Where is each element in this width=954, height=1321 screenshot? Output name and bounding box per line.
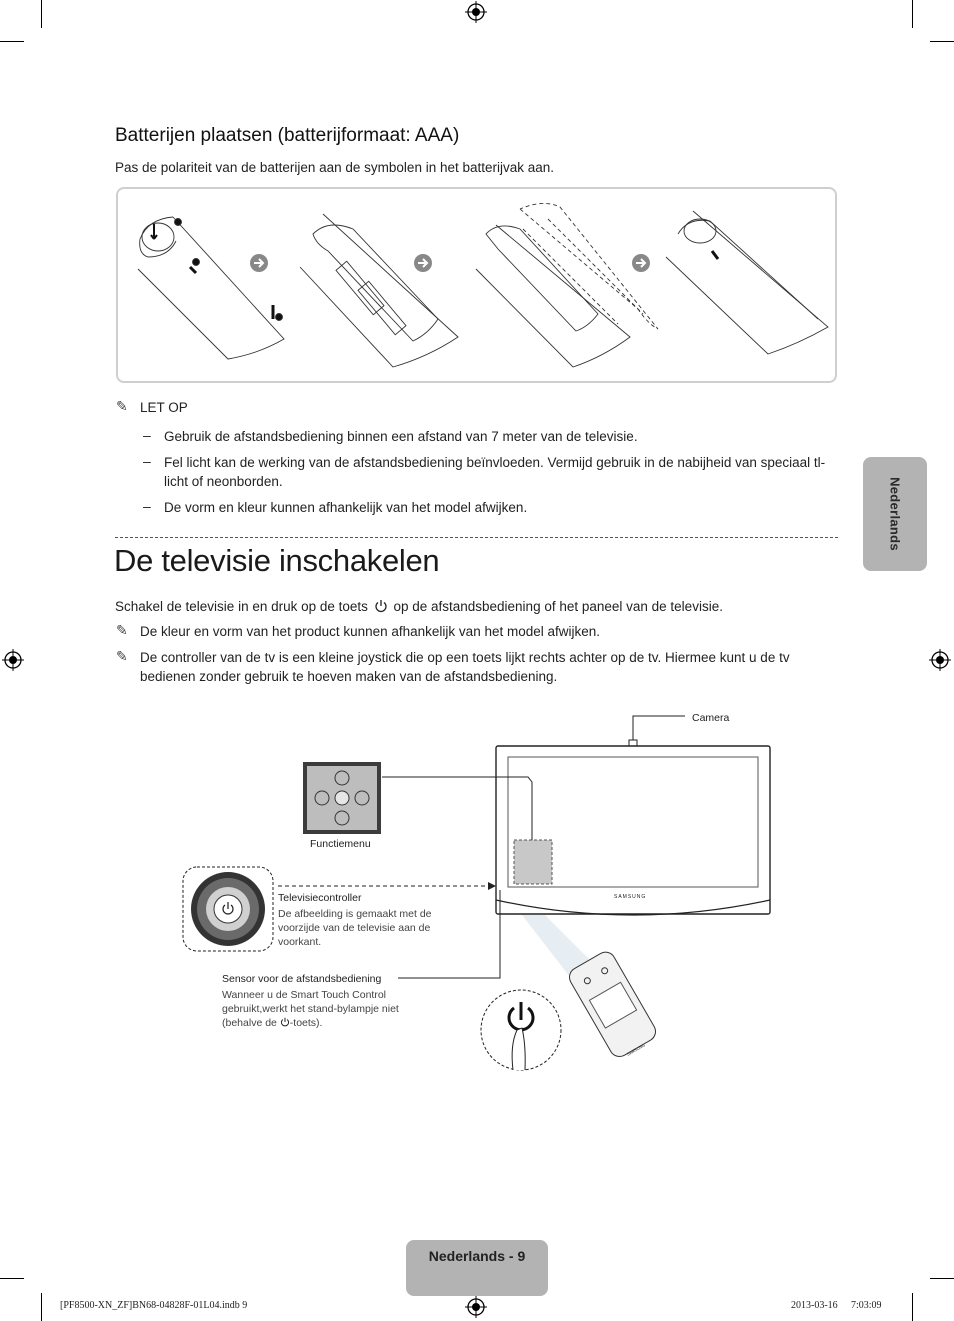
bullet-item: De vorm en kleur kunnen afhankelijk van het model afwijken. <box>164 500 528 515</box>
battery-intro: Pas de polariteit van de batterijen aan de symbolen in het batterijvak aan. <box>115 160 555 175</box>
battery-section-title: Batterijen plaatsen (batterijformaat: AAA) <box>115 125 460 146</box>
power-section-title: De televisie inschakelen <box>114 543 440 578</box>
remote-brand: SAMSUNG <box>625 1042 646 1057</box>
note-label: LET OP <box>140 400 188 415</box>
arrow-circle-icon <box>250 254 268 272</box>
footer-date: 2013-03-16 <box>791 1300 838 1311</box>
camera-label: Camera <box>692 712 730 724</box>
function-menu-label: Functiemenu <box>310 838 371 850</box>
battery-illustration <box>116 187 837 383</box>
sensor-desc: Wanneer u de Smart Touch Control gebruikt,werkt het stand-bylampje niet (behalve de -toets). <box>222 989 399 1029</box>
registration-mark-icon <box>465 1296 487 1318</box>
registration-mark-icon <box>465 1 487 23</box>
controller-desc: De afbeelding is gemaakt met de voorzijde van de televisie aan de voorkant. <box>278 908 432 948</box>
bullet-item: Gebruik de afstandsbediening binnen een afstand van 7 meter van de televisie. <box>164 429 638 444</box>
arrow-circle-icon <box>632 254 650 272</box>
arrow-circle-icon <box>414 254 432 272</box>
footer-time: 7:03:09 <box>851 1300 882 1311</box>
note-pencil-icon: ✎ <box>116 648 128 664</box>
registration-mark-icon <box>929 649 951 671</box>
bullet-item: Fel licht kan de werking van de afstandsbediening beïnvloeden. Vermijd gebruik in de nabijheid van speciaal tl-licht of neonborden. <box>164 455 826 489</box>
tv-brand: SAMSUNG <box>614 894 647 900</box>
registration-mark-icon <box>2 649 24 671</box>
power-note: De controller van de tv is een kleine joystick die op een toets lijkt rechts achter op de tv. Hiermee kunt u de tv bedienen zonder gebruik te hoeven maken van de afstandsbediening. <box>140 650 790 684</box>
controller-title: Televisiecontroller <box>278 892 362 904</box>
sensor-title: Sensor voor de afstandsbediening <box>222 973 382 985</box>
section-divider <box>115 537 838 538</box>
tv-diagram <box>170 700 780 1090</box>
note-pencil-icon: ✎ <box>116 622 128 638</box>
power-icon <box>374 599 388 613</box>
power-icon <box>280 1017 290 1027</box>
page-number-tab: Nederlands - 9 <box>406 1240 548 1296</box>
language-side-tab: Nederlands <box>863 457 927 571</box>
footer-file: [PF8500-XN_ZF]BN68-04828F-01L04.indb 9 <box>60 1300 248 1311</box>
note-pencil-icon: ✎ <box>116 398 128 414</box>
power-intro: Schakel de televisie in en druk op de toets op de afstandsbediening of het paneel van de televisie. <box>115 599 723 614</box>
power-note: De kleur en vorm van het product kunnen afhankelijk van het model afwijken. <box>140 624 601 639</box>
